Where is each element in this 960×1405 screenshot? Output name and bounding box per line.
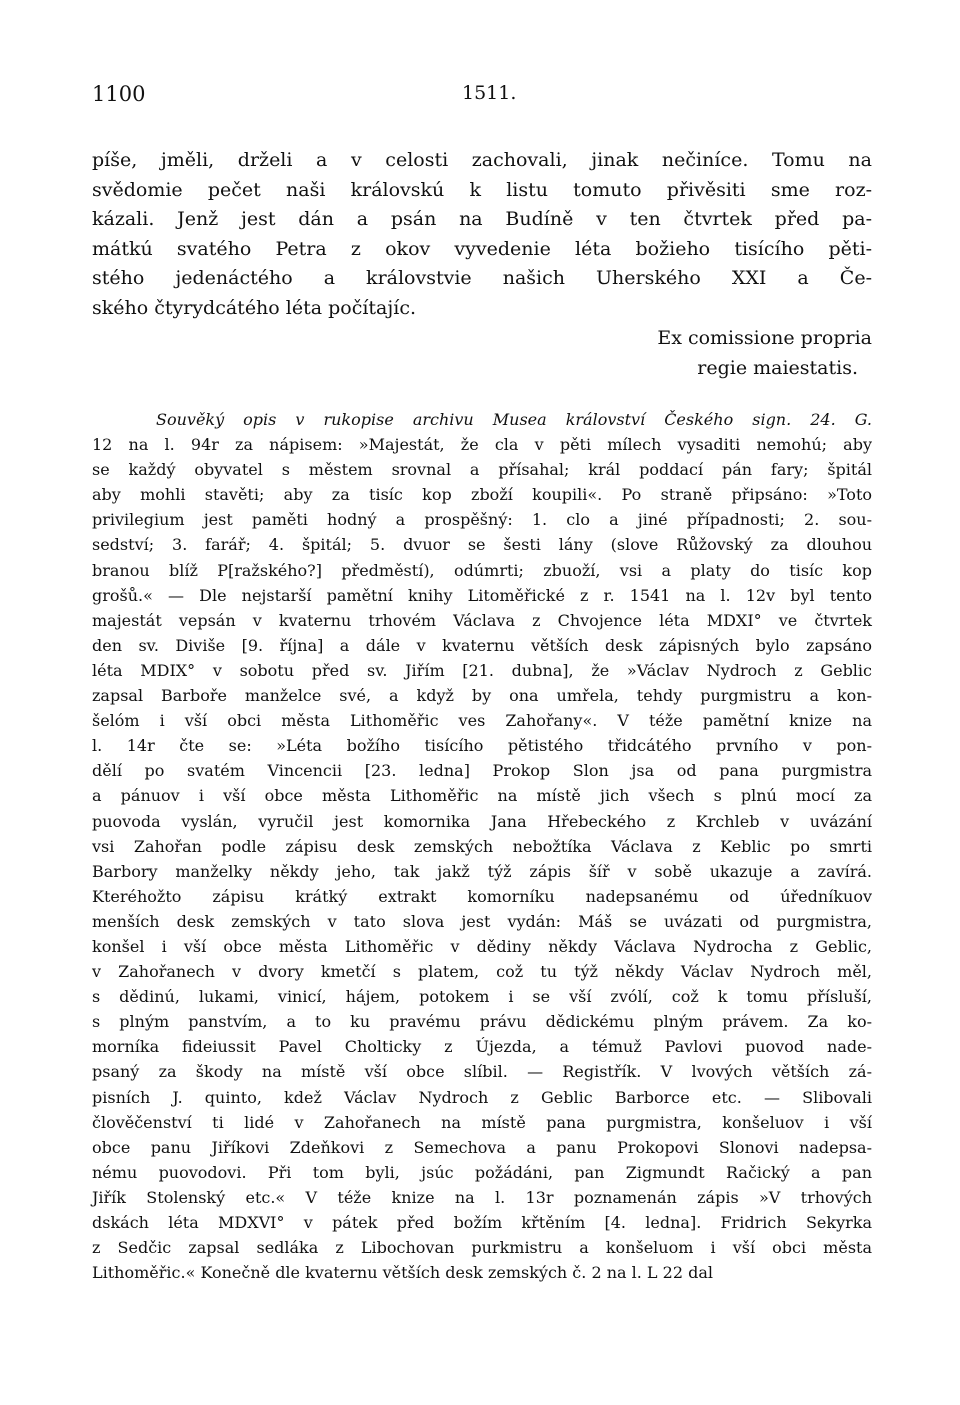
note-line: dskách léta MDXVI° v pátek před božím křtěním [4. ledna]. Fridrich Sekyrka	[92, 1213, 872, 1232]
note-line: zapsal Barboře manželce své, a když by ona umřela, tehdy purgmistru a kon-	[92, 686, 872, 706]
signature-block	[92, 323, 872, 383]
note-line: psaný za škody na místě vší obce slíbil. — Registřík. V lvových větších zá-	[92, 1062, 872, 1082]
note-line: morníka fideiussit Pavel Cholticky z Újezda, a témuž Pavlovi puovod nade-	[92, 1037, 872, 1057]
note-line: sedství; 3. farář; 4. špitál; 5. dvuor se šesti lány (slove Růžovský za dlouhou	[92, 535, 872, 555]
main-text-line: svědomie pečet naši královskú k listu tomuto přivěsiti sme roz-	[92, 178, 872, 201]
note-line: Barbory manželky někdy jeho, tak jakž týž zápis šíř v sobě ukazuje a zavírá.	[92, 861, 872, 881]
note-line: pisních J. quinto, kdež Václav Nydroch z Geblic Barborce etc. — Slibovali	[92, 1087, 872, 1107]
note-line: v Zahořanech v dvory kmetčí s platem, což tu týž někdy Václav Nydroch měl,	[92, 962, 872, 982]
note-line: 12 na l. 94r za nápisem: »Majestát, že cla v pěti mílech vysaditi nemohú; aby	[92, 435, 872, 455]
signature-line: Ex comissione propria	[657, 327, 872, 349]
note-line: z Sedčic zapsal sedláka z Libochovan purkmistru a konšeluom i vší obci města	[92, 1238, 872, 1258]
note-line: s plným panstvím, a to ku pravému právu dědickému plným právem. Za ko-	[92, 1012, 872, 1032]
main-text-line: stého jedenáctého a královstvie našich Uherského XXI a Če-	[92, 267, 872, 289]
note-line: grošů.« — Dle nejstarší pamětní knihy Litoměřické z r. 1541 na l. 12v byl tento	[92, 585, 872, 605]
note-line: s dědinú, lukami, vinicí, hájem, potokem i se vší zvólí, což k tomu přísluší,	[92, 987, 872, 1007]
running-head-year: 1511.	[462, 82, 517, 104]
note-line: konšel i vší obce města Lithoměřic v dědiny někdy Václava Nydrocha z Geblic,	[92, 936, 872, 956]
note-line: vsi Zahořan podle zápisu desk zemských nebožtíka Václava z Keblic po smrti	[92, 836, 872, 856]
main-text-line: kázali. Jenž jest dán a psán na Budíně v ten čtvrtek před pa-	[92, 208, 872, 230]
main-text	[92, 146, 872, 323]
note-line: dělí po svatém Vincencii [23. ledna] Prokop Slon jsa od pana purgmistra	[92, 761, 872, 781]
note-line: Souvěký opis v rukopise archivu Musea království Českého sign. 24. G.	[156, 410, 872, 429]
editorial-notes	[92, 407, 872, 1285]
page-header	[92, 82, 872, 116]
note-line: Jiřík Stolenský etc.« V téže knize na l. 13r poznamenán zápis »V trhových	[92, 1187, 872, 1207]
main-text-line: píše, jměli, drželi a v celosti zachovali, jinak nečiníce. Tomu na	[92, 149, 872, 171]
note-line: šelóm i vší obci města Lithoměřic ves Zahořany«. V téže pamětní knize na	[92, 711, 872, 731]
note-line: nému puovodovi. Při tom byli, jsúc požádáni, pan Zigmundt Račický a pan	[92, 1162, 872, 1182]
note-line: člověčenství ti lidé v Zahořanech na místě pana purgmistra, konšeluov i vší	[92, 1112, 872, 1132]
note-line: a pánuov i vší obce města Lithoměřic na místě jich všech s plnú mocí za	[92, 786, 872, 806]
note-line: branou blíž P[ražského?] předměstí), odúmrti; zbuoží, vsi a platy do tisíc kop	[92, 560, 872, 580]
note-line: majestát vepsán v kvaternu trhovém Václava z Chvojence léta MDXI° ve čtvrtek	[92, 610, 872, 630]
main-text-line: mátkú svatého Petra z okov vyvedenie léta božieho tisícího pěti-	[92, 237, 872, 260]
note-line: l. 14r čte se: »Léta božího tisícího pětistého třidcátého prvního v pon-	[92, 736, 872, 756]
note-line: Kteréhožto zápisu krátký extrakt komorníku nadepsanému od úředníkuov	[92, 886, 872, 906]
note-line: léta MDIX° v sobotu před sv. Jiřím [21. dubna], že »Václav Nydroch z Geblic	[92, 660, 872, 680]
note-line: obce panu Jiříkovi Zdeňkovi z Semechova a panu Prokopovi Slonovi nadepsa-	[92, 1137, 872, 1157]
main-text-line: ského čtyrydcátého léta počítajíc.	[92, 296, 417, 319]
page-number: 1100	[92, 82, 146, 106]
document-page	[92, 82, 872, 1285]
note-line: puovoda vyslán, vyručil jest komornika Jana Hřebeckého z Krchleb v uvázání	[92, 811, 872, 831]
note-line: privilegium jest paměti hodný a prospěšný: 1. clo a jiné případnosti; 2. sou-	[92, 510, 872, 530]
note-line: aby mohli stavěti; aby za tisíc kop zboží koupili«. Po straně připsáno: »Toto	[92, 485, 872, 505]
note-line: Lithoměřic.« Konečně dle kvaternu větších desk zemských č. 2 na l. L 22 dal	[92, 1263, 713, 1283]
note-line: menších desk zemských v tato slova jest vydán: Máš se uvázati od purgmistra,	[92, 911, 872, 931]
note-line: den sv. Diviše [9. října] a dále v kvaternu větších desk zápisných bylo zapsáno	[92, 635, 872, 655]
signature-line: regie maiestatis.	[697, 357, 858, 379]
note-line: se každý obyvatel s městem srovnal a přísahal; král poddací pán fary; špitál	[92, 460, 872, 480]
